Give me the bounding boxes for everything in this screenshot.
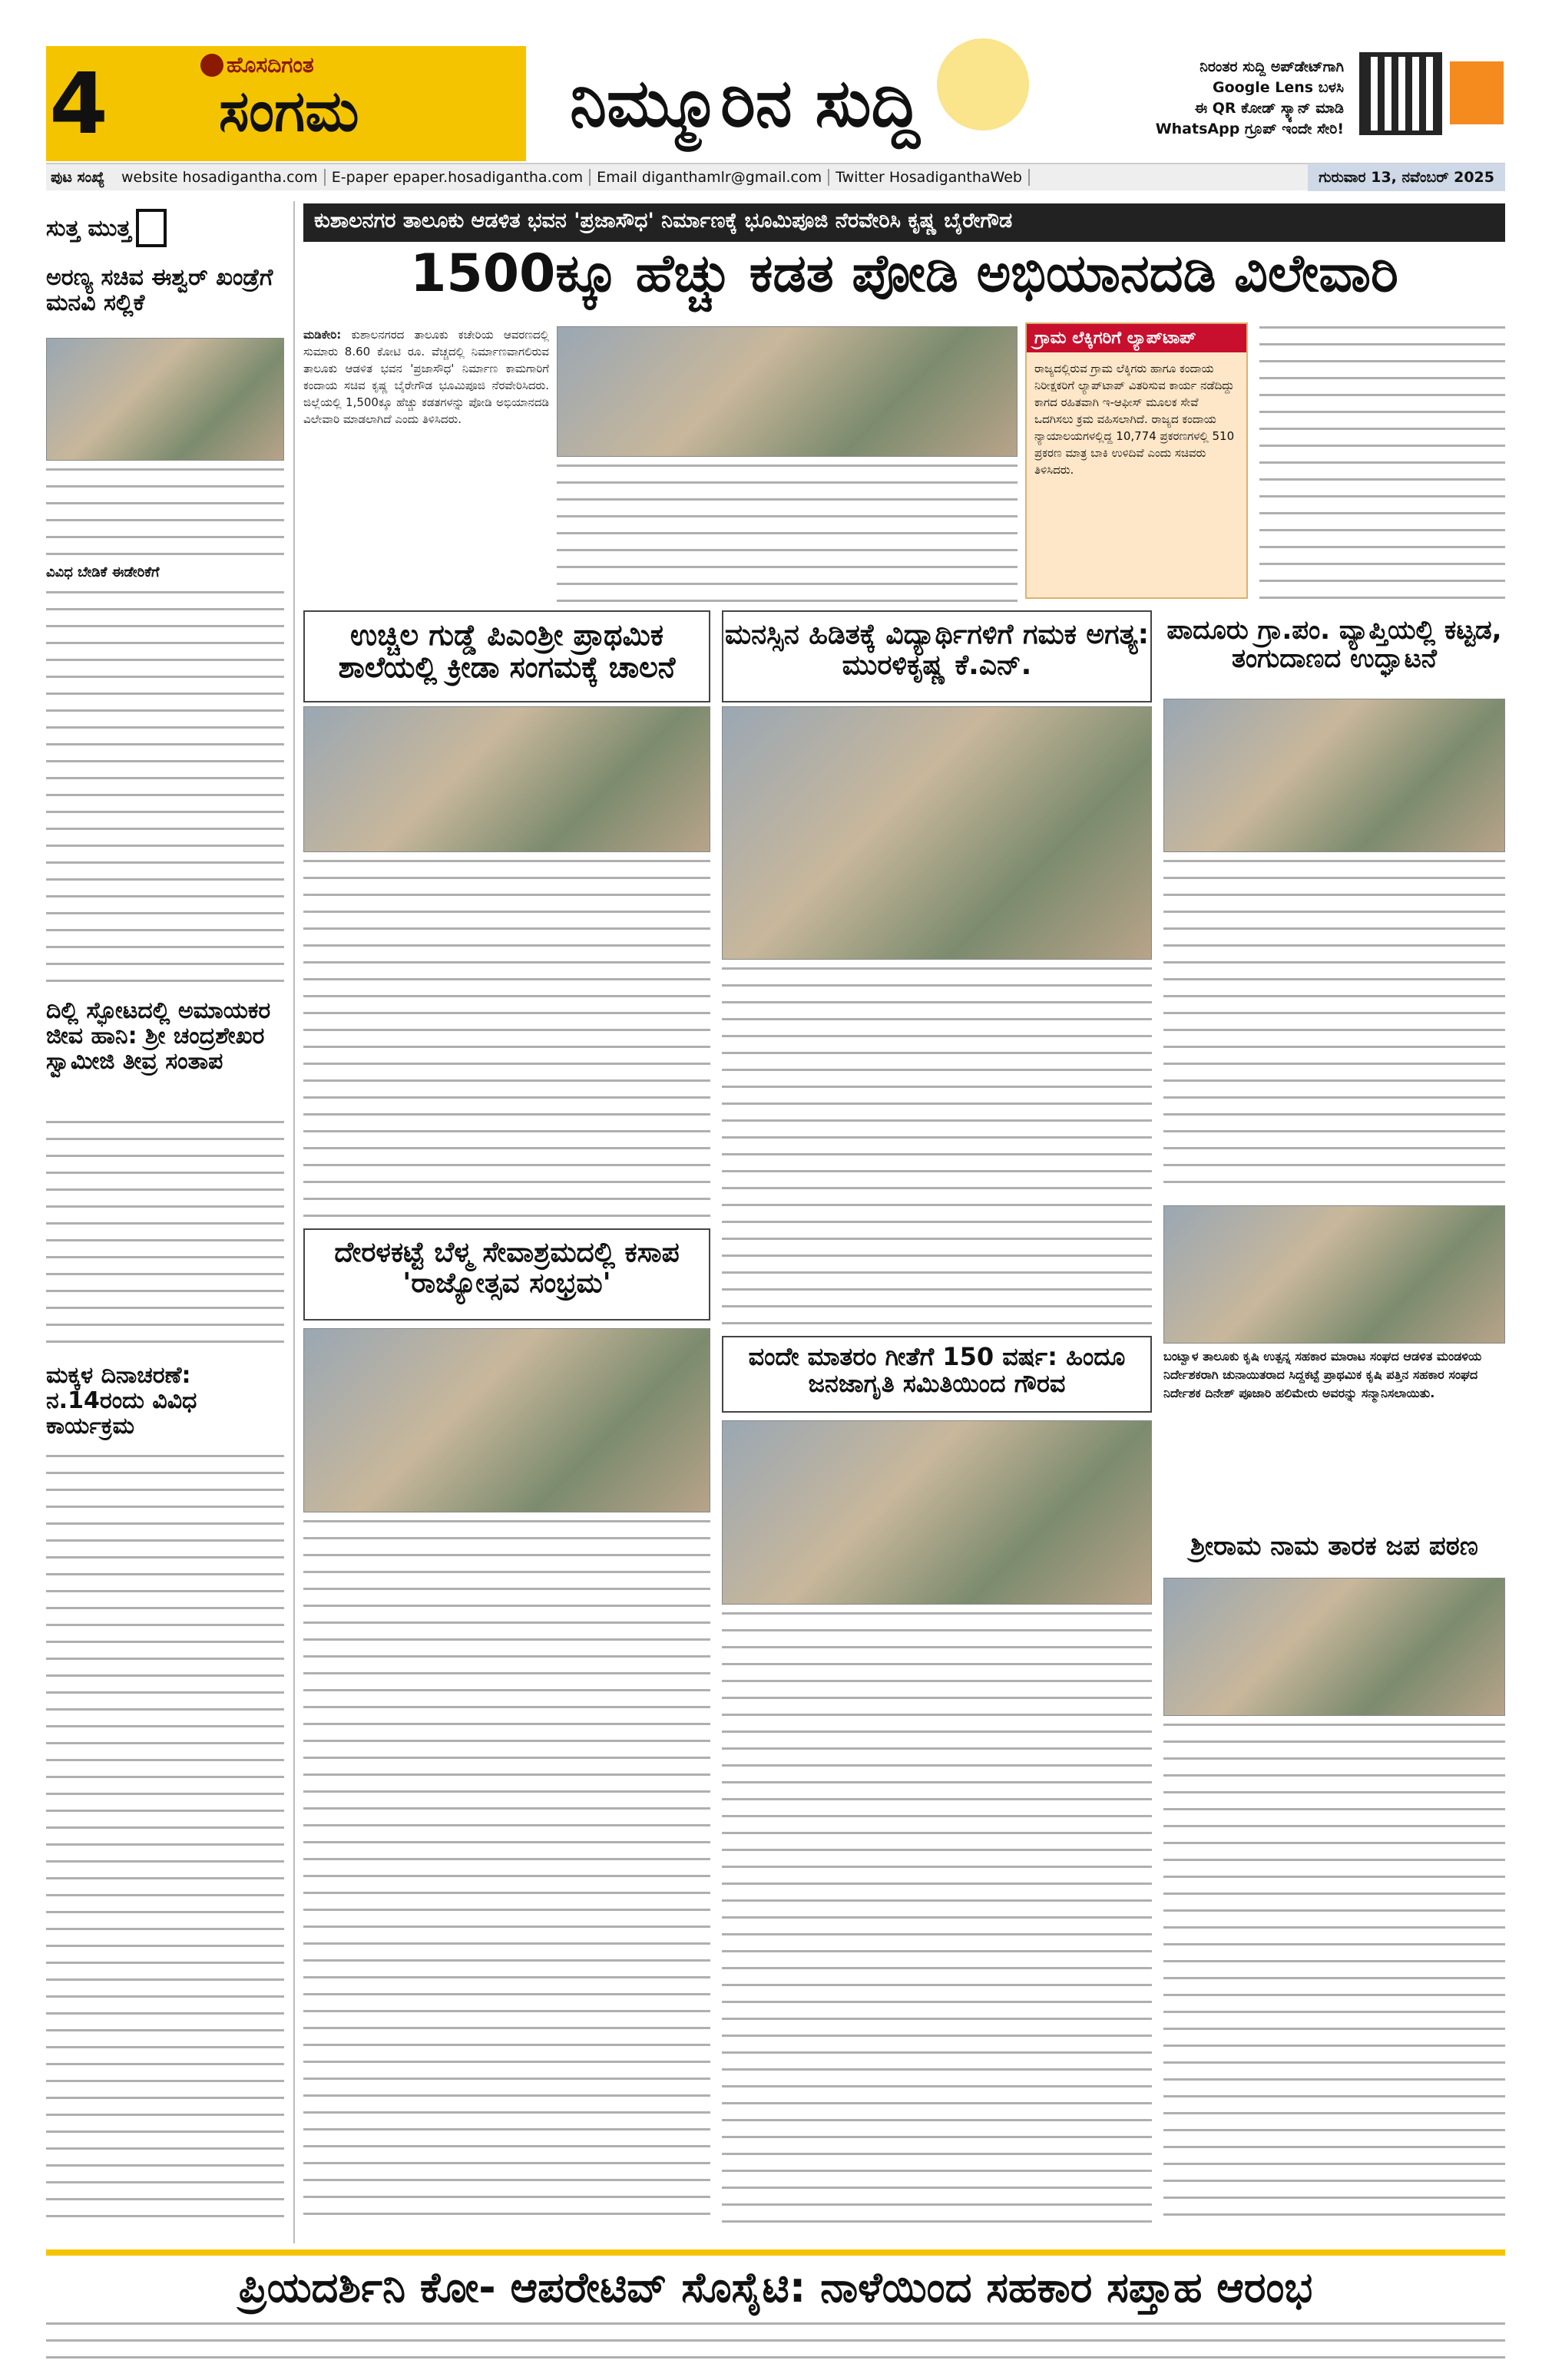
qr-code-icon[interactable] [1359, 52, 1442, 135]
story-s5-headline [722, 1336, 1152, 1413]
sidebar-label-text: ಸುತ್ತ ಮುತ್ತ [46, 214, 131, 242]
masthead [46, 46, 1505, 161]
s2-head-text: ಮನಸ್ಸಿನ ಹಿಡಿತಕ್ಕೆ ವಿದ್ಯಾರ್ಥಿಗಳಿಗೆ ಗಮಕ ಅಗತ್ಯ: ಮುರಳಿಕೃಷ್ಣ ಕೆ.ಎನ್. [724, 619, 1150, 681]
story-s1-headline [303, 610, 710, 702]
sidebar-story-3-body [46, 1455, 284, 2230]
sidebar-story-1-subhead: ವಿವಿಧ ಬೇಡಿಕೆ ಈಡೇರಿಕೆಗೆ [46, 564, 160, 580]
story-s7-body [1163, 1724, 1505, 2226]
epaper-link[interactable]: E-paper epaper.hosadigantha.com [326, 169, 591, 186]
story-s1-body [303, 860, 710, 1221]
bottom-divider [46, 2249, 1505, 2256]
lead-headline-text: 1500ಕ್ಕೂ ಹೆಚ್ಚು ಕಡತ ಪೋಡಿ ಅಭಿಯಾನದಡಿ ವಿಲೇವಾರಿ [410, 246, 1398, 304]
paper-logo-icon [200, 54, 223, 77]
story-s2-photo [722, 706, 1152, 960]
issue-date: ಗುರುವಾರ 13, ನವೆಂಬರ್ 2025 [1308, 164, 1505, 191]
twitter-link[interactable]: Twitter HosadiganthaWeb [829, 169, 1030, 186]
lead-body [303, 326, 549, 603]
sidebar-story-3-headline [46, 1363, 284, 1447]
story-s3-photo [1163, 699, 1505, 852]
sidebox-title: ಗ್ರಾಮ ಲೆಕ್ಕಿಗರಿಗೆ ಲ್ಯಾಪ್‌ಟಾಪ್ [1027, 324, 1246, 352]
sidebar-story-1-text [46, 468, 284, 560]
story-s4-body [303, 1520, 710, 2226]
lead-kicker-text: ಕುಶಾಲನಗರ ತಾಲೂಕು ಆಡಳಿತ ಭವನ 'ಪ್ರಜಾಸೌಧ' ನಿರ್ಮಾಣಕ್ಕೆ ಭೂಮಿಪೂಜಿ ನೆರವೇರಿಸಿ ಕೃಷ್ಣ ಬೈರೇಗೌಡ [314, 209, 1013, 233]
story-s5-body [722, 1612, 1152, 2226]
email-link[interactable]: Email diganthamlr@gmail.com [591, 169, 829, 186]
sidebox-body: ರಾಜ್ಯದಲ್ಲಿರುವ ಗ್ರಾಮ ಲೆಕ್ಕಿಗರು ಹಾಗೂ ಕಂದಾಯ ನಿರೀಕ್ಷಕರಿಗೆ ಲ್ಯಾಪ್‌ಟಾಪ್ ವಿತರಿಸುವ ಕಾರ್ಯ ನಡೆದಿದ್ದು ಕಾಗದ ರಹಿತವಾಗಿ ಇ-ಆಫೀಸ್ ಮೂಲಕ ಸೇವೆ ಒದಗಿಸಲು ಕ್ರಮ ವಹಿಸಲಾಗಿದೆ. ರಾಜ್ಯದ ಕಂದಾಯ ನ್ಯಾಯಾಲಯಗಳಲ್ಲಿದ್ದ 10,774 ಪ್ರಕರಣಗಳಲ್ಲಿ 510 ಪ್ರಕರಣ ಮಾತ್ರ ಬಾಕಿ ಉಳಿದಿವೆ ಎಂದು ಸಚಿವರು ತಿಳಿಸಿದರು. [1034, 362, 1235, 477]
lens-line-2: Google Lens ಬಳಸಿ [1212, 79, 1344, 96]
lead-dateline: ಮಡಿಕೇರಿ: [303, 328, 342, 342]
lead-kicker [303, 203, 1505, 242]
lead-photo [557, 326, 1018, 457]
sidebar-story-1-headline [46, 265, 284, 338]
paper-name: ಹೊಸದಿಗಂತ [227, 52, 314, 78]
story-s4-photo [303, 1328, 710, 1512]
info-strip [46, 163, 1505, 190]
story-1-head-text: ಅರಣ್ಯ ಸಚಿವ ಈಶ್ವರ್ ಖಂಡ್ರೆಗೆ ಮನವಿ ಸಲ್ಲಿಕೆ [46, 265, 273, 316]
story-s3-body [1163, 860, 1505, 1198]
lead-body-right [1259, 326, 1505, 603]
story-s1-photo [303, 706, 710, 852]
s5-head-text: ವಂದೇ ಮಾತರಂ ಗೀತೆಗೆ 150 ವರ್ಷ: ಹಿಂದೂ ಜನಜಾಗೃತಿ ಸಮಿತಿಯಿಂದ ಗೌರವ [748, 1342, 1126, 1399]
s3-head-text: ಪಾದೂರು ಗ್ರಾ.ಪಂ. ವ್ಯಾಪ್ತಿಯಲ್ಲಿ ಕಟ್ಟಡ, ತಂಗುದಾಣದ ಉದ್ಘಾಟನೆ [1166, 615, 1502, 675]
bottom-story-body [46, 2322, 1505, 2368]
s1-head-text: ಉಚ್ಚಿಲ ಗುಡ್ಡೆ ಪಿಎಂಶ್ರೀ ಪ್ರಾಥಮಿಕ ಶಾಲೆಯಲ್ಲಿ ಕ್ರೀಡಾ ಸಂಗಮಕ್ಕೆ ಚಾಲನೆ [338, 618, 676, 684]
story-s5-photo [722, 1420, 1152, 1605]
story-s4-headline [303, 1228, 710, 1321]
story-s2-body [722, 967, 1152, 1328]
story-s2-headline [722, 610, 1152, 702]
edition-title: ನಿಮ್ಮೂರಿನ ಸುದ್ದಿ [570, 65, 920, 142]
s4-head-text: ದೇರಳಕಟ್ಟೆ ಬೆಳ್ಮ ಸೇವಾಶ್ರಮದಲ್ಲಿ ಕಸಾಪ 'ರಾಜ್ಯೋತ್ಸವ ಸಂಭ್ರಮ' [334, 1237, 680, 1299]
sidebar-story-2-headline [46, 998, 284, 1113]
story-s7-photo [1163, 1578, 1505, 1716]
story-s7-headline [1163, 1528, 1505, 1574]
column-rule [293, 201, 295, 2243]
lead-sidebox [1025, 322, 1248, 599]
page-number: 4 [46, 46, 111, 161]
story-s6-caption: ಬಂಟ್ವಾಳ ತಾಲೂಕು ಕೃಷಿ ಉತ್ಪನ್ನ ಸಹಕಾರ ಮಾರಾಟ ಸಂಘದ ಆಡಳಿತ ಮಂಡಳಿಯ ನಿರ್ದೇಶಕರಾಗಿ ಚುನಾಯಿತರಾದ ಸಿದ್ದಕಟ್ಟೆ ಪ್ರಾಥಮಿಕ ಕೃಷಿ ಪತ್ತಿನ ಸಹಕಾರ ಸಂಘದ ನಿರ್ದೇಶಕ ದಿನೇಶ್ ಪೂಜಾರಿ ಹಲಿಮೇರು ಅವರನ್ನು ಸನ್ಮಾನಿಸಲಾಯಿತು. [1163, 1349, 1482, 1400]
story-3-head-text: ಮಕ್ಕಳ ದಿನಾಚರಣೆ: ನ.14ರಂದು ವಿವಿಧ ಕಾರ್ಯಕ್ರಮ [46, 1363, 197, 1440]
lens-line-4: WhatsApp ಗ್ರೂಪ್ ಇಂದೇ ಸೇರಿ! [1155, 121, 1344, 137]
story-2-head-text: ದಿಲ್ಲಿ ಸ್ಫೋಟದಲ್ಲಿ ಅಮಾಯಕರ ಜೀವ ಹಾನಿ: ಶ್ರೀ ಚಂದ್ರಶೇಖರ ಸ್ವಾಮೀಜಿ ತೀವ್ರ ಸಂತಾಪ [46, 998, 271, 1075]
lead-body-text: ಕುಶಾಲನಗರದ ತಾಲೂಕು ಕಚೇರಿಯ ಆವರಣದಲ್ಲಿ ಸುಮಾರು 8.60 ಕೋಟಿ ರೂ. ವೆಚ್ಚದಲ್ಲಿ ನಿರ್ಮಾಣವಾಗಲಿರುವ ತಾಲೂಕು ಆಡಳಿತ ಭವನ 'ಪ್ರಜಾಸೌಧ' ನಿರ್ಮಾಣ ಕಾಮಗಾರಿಗೆ ಕಂದಾಯ ಸಚಿವ ಕೃಷ್ಣ ಬೈರೇಗೌಡ ಭೂಮಿಪೂಜಿ ನೆರವೇರಿಸಿದರು. ಜಿಲ್ಲೆಯಲ್ಲಿ 1,500ಕ್ಕೂ ಹೆಚ್ಚು ಕಡತಗಳನ್ನು ಪೋಡಿ ಅಭಿಯಾನದಡಿ ವಿಲೇವಾರಿ ಮಾಡಲಾಗಿದೆ ಎಂದು ತಿಳಿಸಿದರು. [303, 328, 549, 426]
story-s3-headline [1163, 610, 1505, 695]
bottom-story-headline [46, 2265, 1505, 2319]
lead-headline [303, 246, 1505, 319]
qr-instructions [1090, 57, 1344, 140]
sidebar-story-1-body [46, 591, 284, 990]
orange-decoration [1450, 61, 1504, 124]
sidebar-story-1-photo [46, 338, 284, 461]
lead-body-columns [557, 464, 1018, 603]
s7-head-text: ಶ್ರೀರಾಮ ನಾಮ ತಾರಕ ಜಪ ಪಠಣ [1190, 1531, 1478, 1562]
bottom-head-text: ಪ್ರಿಯದರ್ಶಿನಿ ಕೋ- ಆಪರೇಟಿವ್ ಸೊಸೈಟಿ: ನಾಳೆಯಿಂದ ಸಹಕಾರ ಸಪ್ತಾಹ ಆರಂಭ [238, 2265, 1313, 2312]
book-icon [136, 209, 167, 247]
section-name: ಸಂಗಮ [219, 78, 359, 144]
strip-category: ಪುಟ ಸಂಖ್ಯೆ [51, 169, 105, 186]
website-link[interactable]: website hosadigantha.com [115, 169, 326, 186]
lens-line-1: ನಿರಂತರ ಸುದ್ದಿ ಅಪ್‌ಡೇಟ್‌ಗಾಗಿ [1200, 58, 1344, 75]
lens-line-3: ಈ QR ಕೋಡ್ ಸ್ಕ್ಯಾನ್ ಮಾಡಿ [1194, 100, 1344, 117]
sidebar-story-2-body [46, 1121, 284, 1351]
story-s6-photo [1163, 1205, 1505, 1344]
brand-block [111, 46, 526, 161]
sidebar-label [46, 201, 253, 255]
